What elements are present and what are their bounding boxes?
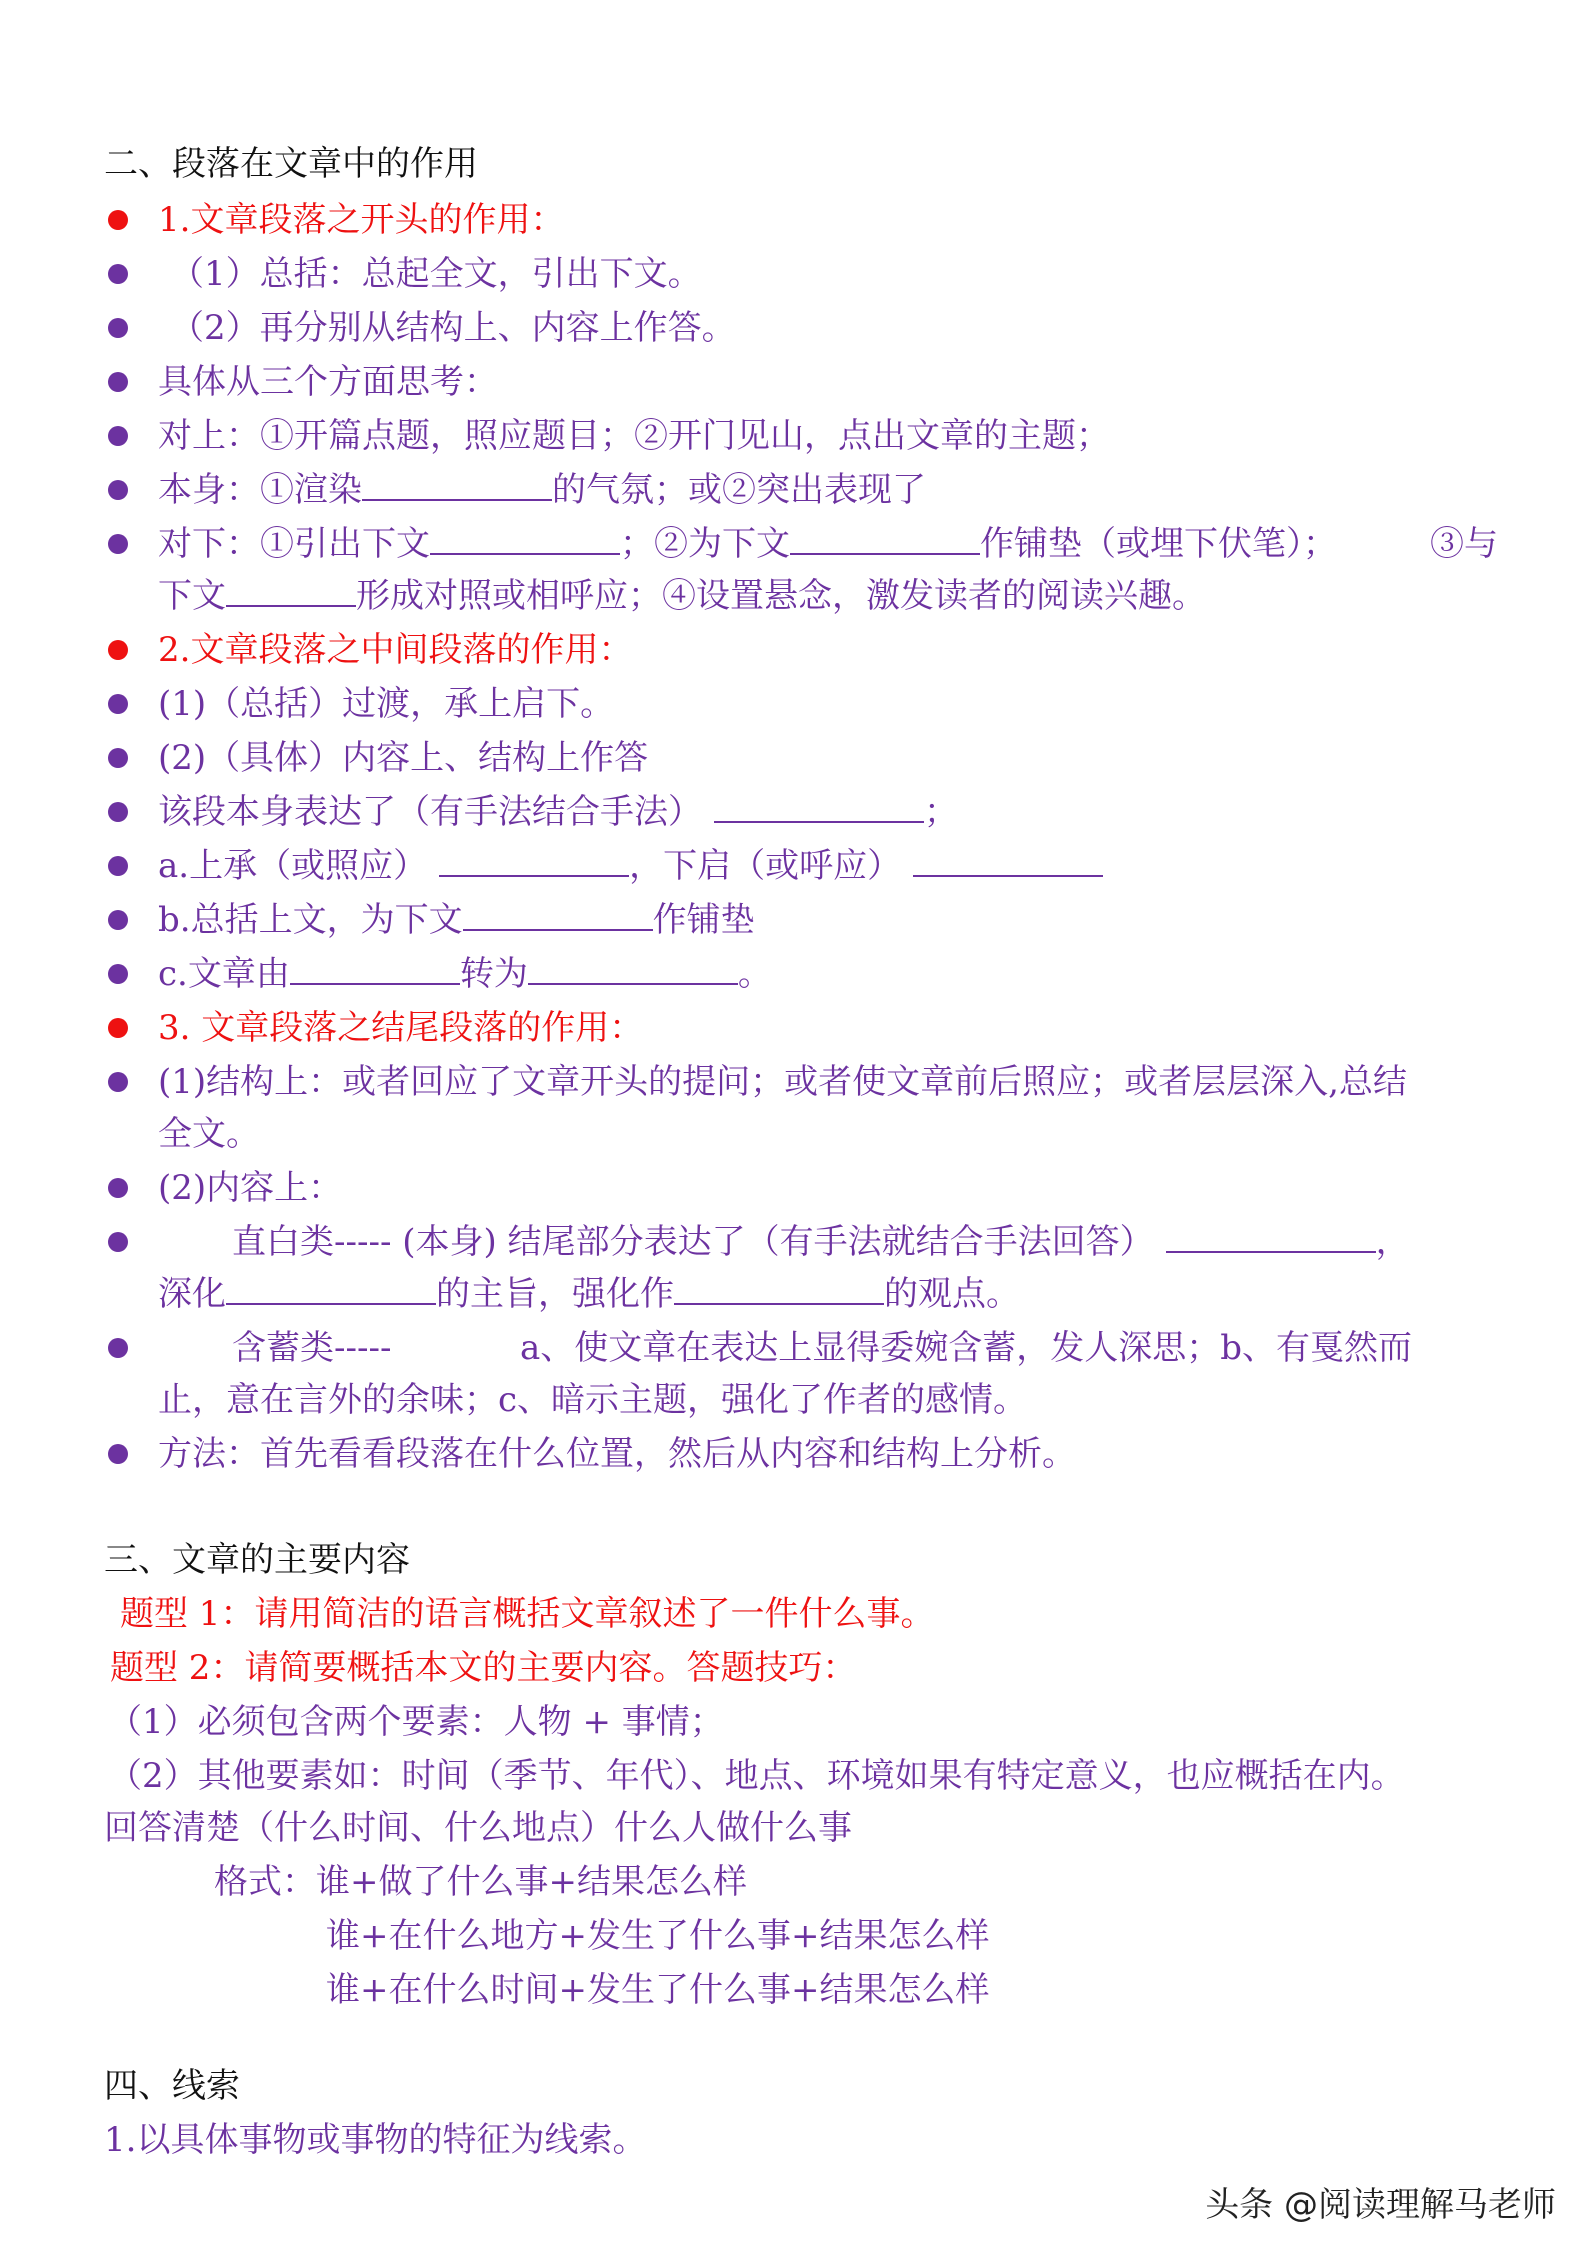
fill-blank	[226, 575, 356, 607]
text: ；②为下文	[620, 524, 790, 564]
list-item-continuation	[158, 1272, 1020, 1316]
format-line: 格式：谁+做了什么事+结果怎么样	[214, 1862, 747, 1902]
text: c.文章由	[158, 954, 290, 994]
text: 。	[737, 954, 772, 994]
bullet-icon	[108, 534, 128, 554]
bullet-icon	[108, 1338, 128, 1358]
text: 作铺垫	[652, 900, 755, 940]
text: 的主旨，强化作	[436, 1274, 674, 1314]
fill-blank	[674, 1273, 884, 1305]
format-line: 谁+在什么时间+发生了什么事+结果怎么样	[326, 1970, 990, 2010]
bullet-icon	[108, 694, 128, 714]
list-item	[158, 468, 926, 512]
paragraph: 1.以具体事物或事物的特征为线索。	[104, 2120, 647, 2160]
fill-blank	[790, 523, 980, 555]
fill-blank	[430, 523, 620, 555]
paragraph: （1）必须包含两个要素：人物 + 事情；	[108, 1702, 724, 1742]
bullet-icon	[108, 264, 128, 284]
bullet-icon	[108, 910, 128, 930]
bullet-icon	[108, 1072, 128, 1092]
bullet-icon	[108, 964, 128, 984]
fill-blank	[362, 469, 552, 501]
section-heading: 二、段落在文章中的作用	[104, 144, 478, 184]
fill-blank	[913, 845, 1103, 877]
text: 该段本身表达了（有手法结合手法）	[158, 792, 702, 832]
list-item-continuation: 全文。	[158, 1114, 260, 1154]
text: b.总括上文，为下文	[158, 900, 463, 940]
text: 本身：①渲染	[158, 470, 362, 510]
list-item-continuation: 止，意在言外的余味；c、暗示主题，强化了作者的感情。	[158, 1380, 1028, 1420]
text: a.上承（或照应）	[158, 846, 428, 886]
list-item: 具体从三个方面思考：	[158, 362, 498, 402]
text: 作铺垫（或埋下伏笔）；	[980, 524, 1337, 564]
question-type: 题型 2：请简要概括本文的主要内容。答题技巧：	[110, 1648, 857, 1688]
list-item-continuation	[158, 574, 1206, 618]
text: 对下：①引出下文	[158, 524, 430, 564]
list-item	[158, 522, 1337, 566]
watermark: 头条 @阅读理解马老师	[1205, 2185, 1556, 2225]
text: ，	[1375, 1222, 1410, 1262]
fill-blank	[290, 953, 460, 985]
fill-blank	[714, 791, 924, 823]
text: 直白类----- (本身) 结尾部分表达了（有手法就结合手法回答）	[232, 1222, 1154, 1262]
bullet-icon	[108, 372, 128, 392]
section-heading: 三、文章的主要内容	[104, 1540, 410, 1580]
list-item: (2)内容上：	[158, 1168, 343, 1208]
text: 转为	[459, 954, 528, 994]
text: 下文	[158, 576, 226, 616]
text: ，下启（或呼应）	[629, 846, 902, 886]
bullet-icon	[108, 1018, 128, 1038]
list-item: （1）总括：总起全文，引出下文。	[170, 254, 702, 294]
bullet-icon	[108, 1232, 128, 1252]
list-item: (1)结构上：或者回应了文章开头的提问；或者使文章前后照应；或者层层深入,总结	[158, 1062, 1407, 1102]
bullet-icon	[108, 1178, 128, 1198]
fill-blank	[463, 899, 653, 931]
list-item: 对上：①开篇点题，照应题目；②开门见山，点出文章的主题；	[158, 416, 1110, 456]
paragraph: 回答清楚（什么时间、什么地点）什么人做什么事	[104, 1808, 852, 1848]
bullet-icon	[108, 210, 128, 230]
list-item-text: ③与	[1430, 524, 1498, 564]
bullet-icon	[108, 1444, 128, 1464]
format-line: 谁+在什么地方+发生了什么事+结果怎么样	[326, 1916, 990, 1956]
section-heading: 四、线索	[104, 2066, 240, 2106]
list-item	[158, 952, 772, 996]
list-item: 含蓄类-----	[232, 1328, 392, 1368]
fill-blank	[439, 845, 629, 877]
text: 深化	[158, 1274, 226, 1314]
bullet-icon	[108, 426, 128, 446]
subsection-title: 2.文章段落之中间段落的作用：	[158, 630, 633, 670]
list-item: 方法：首先看看段落在什么位置，然后从内容和结构上分析。	[158, 1434, 1076, 1474]
bullet-icon	[108, 748, 128, 768]
text: ；	[924, 792, 958, 832]
text: 的观点。	[884, 1274, 1020, 1314]
list-item	[158, 844, 1103, 888]
subsection-title: 1.文章段落之开头的作用：	[158, 200, 565, 240]
text: 的气氛；或②突出表现了	[552, 470, 926, 510]
bullet-icon	[108, 856, 128, 876]
fill-blank	[1166, 1221, 1376, 1253]
bullet-icon	[108, 480, 128, 500]
bullet-icon	[108, 318, 128, 338]
list-item-text: a、使文章在表达上显得委婉含蓄，发人深思；b、有戛然而	[520, 1328, 1413, 1368]
bullet-icon	[108, 640, 128, 660]
subsection-title: 3. 文章段落之结尾段落的作用：	[158, 1008, 644, 1048]
list-item	[232, 1220, 1410, 1264]
fill-blank	[528, 953, 738, 985]
list-item	[158, 898, 755, 942]
question-type: 题型 1：请用简洁的语言概括文章叙述了一件什么事。	[120, 1594, 935, 1634]
text: 形成对照或相呼应；④设置悬念，激发读者的阅读兴趣。	[356, 576, 1206, 616]
list-item: （2）再分别从结构上、内容上作答。	[170, 308, 736, 348]
list-item	[158, 790, 958, 834]
list-item: (1)（总括）过渡，承上启下。	[158, 684, 615, 724]
list-item: (2)（具体）内容上、结构上作答	[158, 738, 649, 778]
fill-blank	[226, 1273, 436, 1305]
paragraph: （2）其他要素如：时间（季节、年代）、地点、环境如果有特定意义，也应概括在内。	[108, 1756, 1405, 1796]
bullet-icon	[108, 802, 128, 822]
